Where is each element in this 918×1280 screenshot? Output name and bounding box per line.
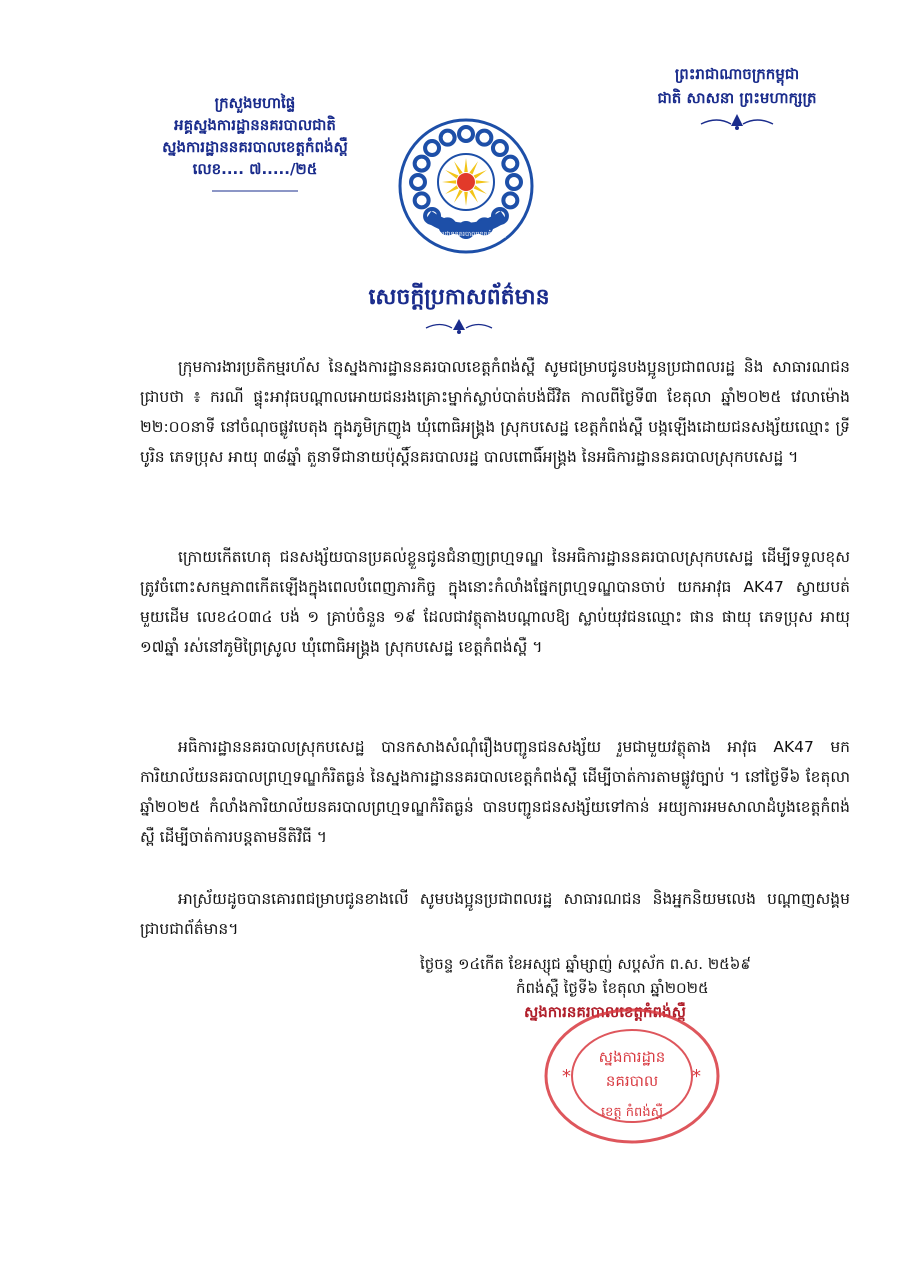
svg-text:នគរបាល: នគរបាល bbox=[605, 1072, 659, 1090]
svg-text:ខេត្ត កំពង់ស្ពឺ: ខេត្ត កំពង់ស្ពឺ bbox=[601, 1105, 663, 1120]
paragraph-case-transfer: អធិការដ្ឋាននគរបាលស្រុកបសេដ្ឋ បានកសាងសំណុំរឿងបញ្ជូនជនសង្ស័យ រួមជាមួយវត្ថុតាង អាវុធ AK47 មកការិយាល័យនគរបាលព្រហ្មទណ្ឌកំរិតធ្ងន់ នៃស្នងការដ្ឋាននគរបាលខេត្តកំពង់ស្ពឺ ដើម្បីចាត់ការតាមផ្លូវច្បាប់ ។ នៅថ្ងៃទី៦ ខែតុលា ឆ្នាំ២០២៥ កំលាំងការិយាល័យនគរបាលព្រហ្មទណ្ឌកំរិតធ្ងន់ បានបញ្ជូនជនសង្ស័យទៅកាន់ អយ្យការអមសាលាដំបូងខេត្តកំពង់ស្ពឺ ដើម្បីចាត់ការបន្តតាមនីតិវិធី ។ bbox=[140, 738, 850, 846]
paragraph-incident: ក្រុមការងារប្រតិកម្មរហ័ស នៃស្នងការដ្ឋាននគរបាលខេត្តកំពង់ស្ពឺ សូមជម្រាបជូនបងប្អូនប្រជាពលរដ្ឋ និង សាធារណជន ជ្រាបថា ៖ ករណី ផ្ទុះអាវុធបណ្ដាលអោយជនរងគ្រោះម្នាក់ស្លាប់បាត់បង់ជីវិត កាលពីថ្ងៃទី៣ ខែតុលា ឆ្នាំ២០២៥ វេលាម៉ោង ២២:០០នាទី នៅចំណុចផ្លូវបេតុង ក្នុងភូមិក្រញូង ឃុំពោធិអង្គ្រង ស្រុកបសេដ្ឋ ខេត្តកំពង់ស្ពឺ បង្កឡើងដោយជនសង្ស័យឈ្មោះ ទ្រី បូរិន ភេទប្រុស អាយុ ៣៨ឆ្នាំ តួនាទីជានាយប៉ុស្តិ៍នគរបាលរដ្ឋ បាលពោធិ៍អង្គ្រង នៃអធិការដ្ឋាននគរបាលស្រុកបសេដ្ឋ ។ bbox=[140, 358, 850, 466]
kingdom-name: ព្រះរាជាណាចក្រកម្ពុជា bbox=[674, 65, 800, 83]
header-divider bbox=[210, 186, 300, 196]
police-logo-icon bbox=[398, 118, 534, 254]
svg-text:ស្នងការដ្ឋាន: ស្នងការដ្ឋាន bbox=[598, 1048, 666, 1066]
reference-number: លេខ.... ៧...../២៥ bbox=[192, 160, 318, 178]
national-motto: ជាតិ សាសនា ព្រះមហាក្សត្រ bbox=[657, 89, 817, 107]
official-stamp-icon bbox=[542, 1006, 722, 1146]
svg-text:*: * bbox=[562, 1066, 571, 1087]
ornament-icon bbox=[697, 110, 777, 132]
svg-text:*: * bbox=[692, 1066, 701, 1087]
page-title: សេចក្ដីប្រកាសព័ត៌មាន bbox=[368, 285, 550, 310]
provincial-commissariat-name: ស្នងការដ្ឋាននគរបាលខេត្តកំពង់ស្ពឺ bbox=[162, 138, 348, 156]
svg-text:ស្នងការដ្ឋាននគរបាលខេត្តកំពង់ស្: ស្នងការដ្ឋាននគរបាលខេត្តកំពង់ស្ពឺ bbox=[425, 230, 507, 238]
issue-date: កំពង់ស្ពឺ ថ្ងៃទី៦ ខែតុលា ឆ្នាំ២០២៥ bbox=[516, 979, 709, 997]
lunar-date: ថ្ងៃចន្ទ ១៤កើត ខែអស្សុជ ឆ្នាំម្សាញ់ សប្តស័ក ព.ស. ២៥៦៩ bbox=[420, 955, 752, 973]
ministry-header bbox=[130, 92, 380, 202]
general-commissariat-name: អគ្គស្នងការដ្ឋាននគរបាលជាតិ bbox=[174, 116, 336, 134]
kingdom-header bbox=[612, 62, 862, 139]
signing-office: ស្នងការនគរបាលខេត្តកំពង់ស្ពឺ bbox=[524, 1003, 686, 1021]
paragraph-conclusion: អាស្រ័យដូចបានគោរពជម្រាបជូនខាងលើ សូមបងប្អូនប្រជាពលរដ្ឋ សាធារណជន និងអ្នកនិយមលេង បណ្ដាញសង្គម ជ្រាបជាព័ត៌មាន។ bbox=[140, 890, 850, 938]
ministry-name: ក្រសួងមហាផ្ទៃ bbox=[214, 94, 296, 112]
title-ornament-icon bbox=[424, 316, 494, 336]
paragraph-surrender: ក្រោយកើតហេតុ ជនសង្ស័យបានប្រគល់ខ្លួនជូនជំនាញព្រហ្មទណ្ឌ នៃអធិការដ្ឋាននគរបាលស្រុកបសេដ្ឋ ដើម្បីទទួលខុសត្រូវចំពោះសកម្មភាពកើតឡើងក្នុងពេលបំពេញភារកិច្ច ក្នុងនោះកំលាំងផ្នែកព្រហ្មទណ្ឌបានចាប់ យកអាវុធ AK47 ស្វាយបត់ មួយដើម លេខ៤០៣៤ បង់ ១ គ្រាប់ចំនួន ១៩ ដែលជាវត្ថុតាងបណ្ដាលឱ្យ ស្លាប់យុវជនឈ្មោះ ផាន ផាយុ ភេទប្រុស អាយុ ១៧ឆ្នាំ រស់នៅភូមិព្រៃស្រូល ឃុំពោធិអង្គ្រង ស្រុកបសេដ្ឋ ខេត្តកំពង់ស្ពឺ ។ bbox=[140, 548, 850, 656]
